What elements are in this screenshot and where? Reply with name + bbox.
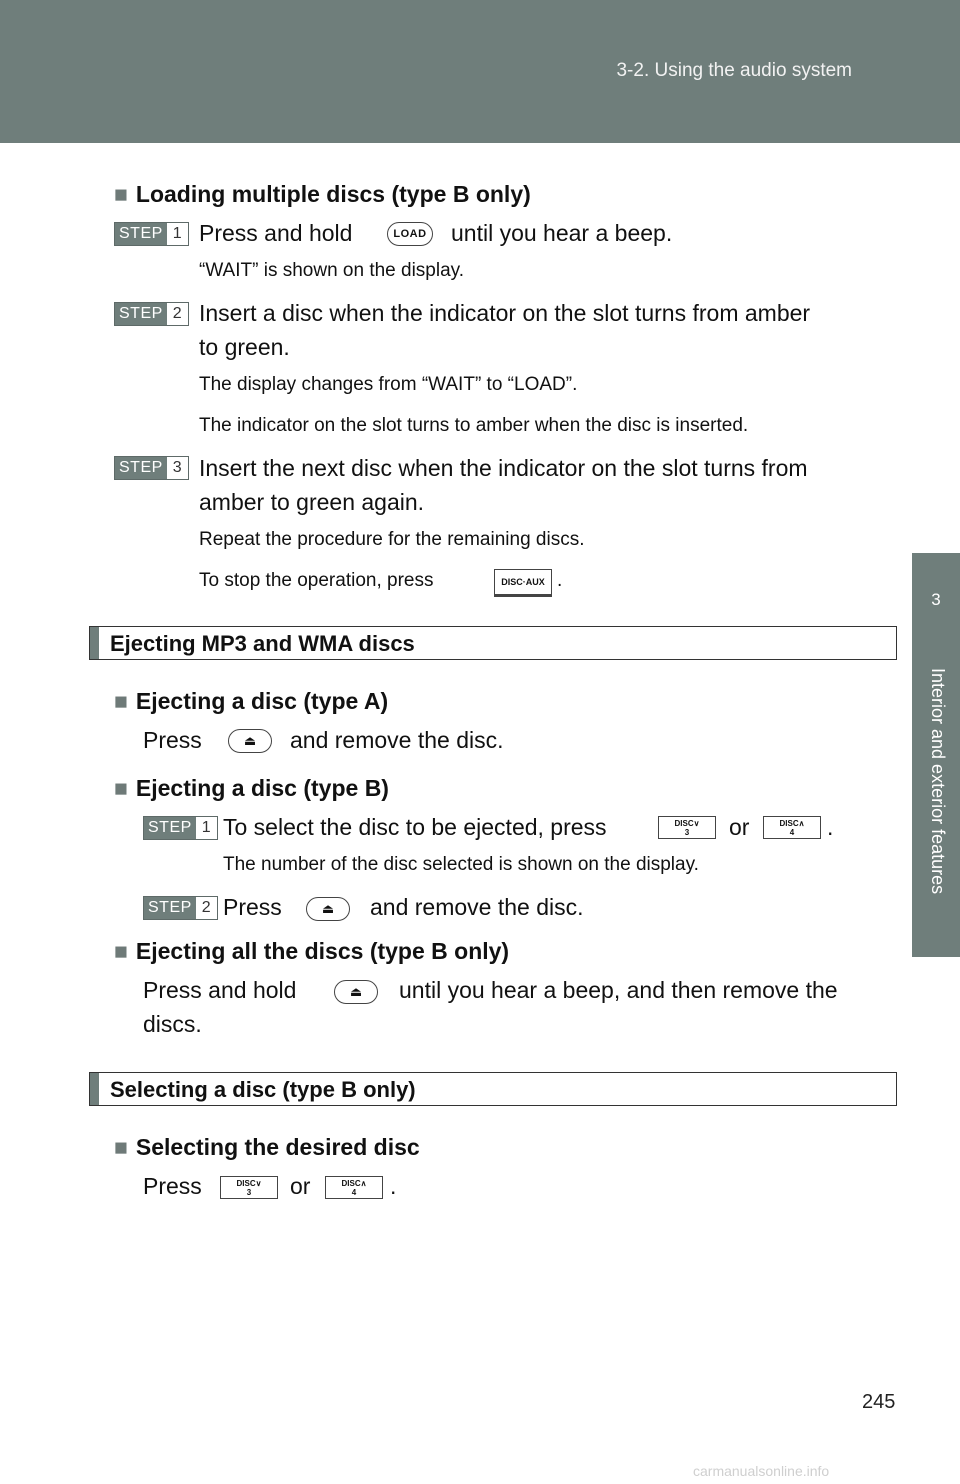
select-or: or <box>290 1173 311 1199</box>
chapter-number: 3 <box>931 590 941 609</box>
page-header <box>0 0 912 143</box>
watermark: carmanualsonline.info <box>693 1463 830 1479</box>
step-2-badge: STEP 2 <box>143 896 218 920</box>
eject-section-header <box>89 626 897 660</box>
loading-step2-line1: Insert a disc when the indicator on the slot turns from amber <box>199 300 811 326</box>
square-bullet-icon: ■ <box>114 688 128 714</box>
eject-a-heading: ■ Ejecting a disc (type A) <box>114 688 389 714</box>
loading-step2-note1: The display changes from “WAIT” to “LOAD”. <box>199 374 578 395</box>
eject-all-heading: ■ Ejecting all the discs (type B only) <box>114 938 510 964</box>
eject-b-step1-note: The number of the disc selected is shown on the display. <box>223 854 699 875</box>
step-3-badge: STEP 3 <box>114 456 189 480</box>
loading-step3-note2-end: . <box>557 570 563 591</box>
eject-b-heading: ■ Ejecting a disc (type B) <box>114 775 389 801</box>
select-section-header <box>89 1072 897 1106</box>
loading-step2-note2: The indicator on the slot turns to amber when the disc is inserted. <box>199 415 749 436</box>
select-end: . <box>390 1173 397 1199</box>
eject-all-text-a: Press and hold <box>143 977 297 1003</box>
chapter-label: Interior and exterior features <box>928 668 948 895</box>
loading-step3-note1: Repeat the procedure for the remaining discs. <box>199 529 585 550</box>
select-text-a: Press <box>143 1173 202 1199</box>
disc-up-button: DISC∧ 4 <box>763 816 821 839</box>
loading-step3-note2: To stop the operation, press <box>199 570 434 591</box>
select-section-title: Selecting a disc (type B only) <box>110 1077 416 1102</box>
eject-b-step2-text-b: and remove the disc. <box>370 894 584 920</box>
disc-down-button: DISC∨ 3 <box>658 816 716 839</box>
step-1-badge: STEP 1 <box>114 222 189 246</box>
square-bullet-icon: ■ <box>114 775 128 801</box>
header-section-title: 3-2. Using the audio system <box>616 60 852 81</box>
square-bullet-icon: ■ <box>114 1134 128 1160</box>
eject-a-text-b: and remove the disc. <box>290 727 504 753</box>
eject-section-title: Ejecting MP3 and WMA discs <box>110 631 415 656</box>
eject-a-text-a: Press <box>143 727 202 753</box>
disc-down-button: DISC∨ 3 <box>220 1176 278 1199</box>
eject-b-step1-end: . <box>827 814 834 840</box>
page-number: 245 <box>862 1391 896 1413</box>
eject-all-line2: discs. <box>143 1011 202 1037</box>
disc-up-button: DISC∧ 4 <box>325 1176 383 1199</box>
eject-b-step1-or: or <box>729 814 750 840</box>
step-1-badge: STEP 1 <box>143 816 218 840</box>
select-heading: ■ Selecting the desired disc <box>114 1134 420 1160</box>
eject-icon: ⏏ <box>334 980 378 1004</box>
loading-step1-text-a: Press and hold <box>199 220 353 246</box>
loading-step1-note: “WAIT” is shown on the display. <box>199 260 465 281</box>
square-bullet-icon: ■ <box>114 181 128 207</box>
disc-aux-button: DISC·AUX <box>494 569 552 597</box>
eject-icon: ⏏ <box>228 729 272 753</box>
side-tab <box>912 0 960 1484</box>
eject-b-step2-text-a: Press <box>223 894 282 920</box>
eject-b-step1-text: To select the disc to be ejected, press <box>223 814 607 840</box>
loading-step3-line2: amber to green again. <box>199 489 425 515</box>
eject-icon: ⏏ <box>306 897 350 921</box>
load-button: LOAD <box>387 222 433 246</box>
step-2-badge: STEP 2 <box>114 302 189 326</box>
eject-all-text-b: until you hear a beep, and then remove the <box>399 977 838 1003</box>
square-bullet-icon: ■ <box>114 938 128 964</box>
loading-heading: ■ Loading multiple discs (type B only) <box>114 181 531 207</box>
loading-step2-line2: to green. <box>199 334 290 360</box>
loading-step3-line1: Insert the next disc when the indicator on the slot turns from <box>199 455 808 481</box>
loading-step1-text-b: until you hear a beep. <box>451 220 673 246</box>
